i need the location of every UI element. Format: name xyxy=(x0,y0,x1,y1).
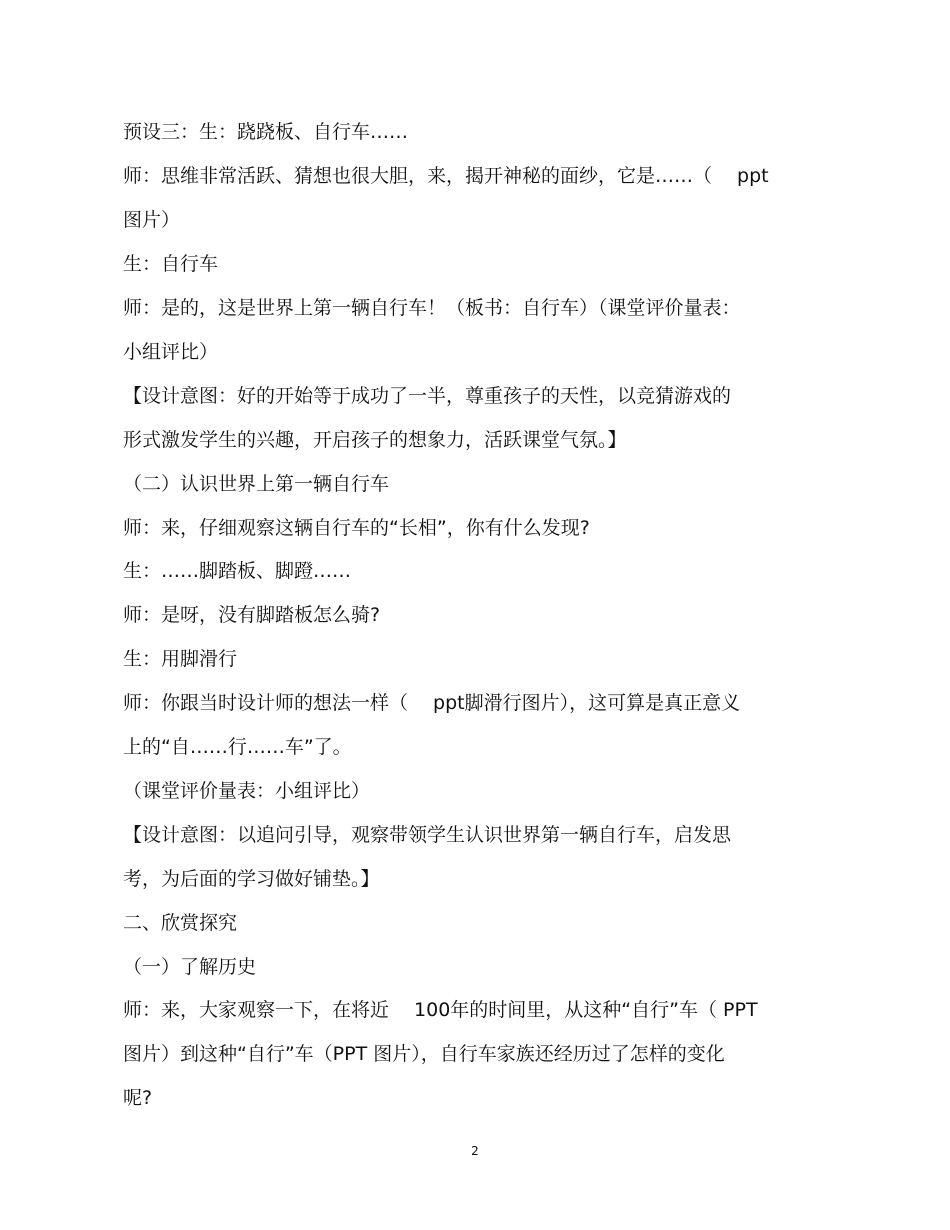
text-line: （二）认识世界上第一辆自行车 xyxy=(123,473,390,495)
text-line: 上的“自……行……车”了。 xyxy=(123,736,352,758)
text-line: 呢? xyxy=(123,1087,153,1109)
text-line: （课堂评价量表：小组评比） xyxy=(123,780,371,802)
text-line: 师：是的，这是世界上第一辆自行车！（板书：自行车）（课堂评价量表： xyxy=(123,297,741,319)
text-line: 师：思维非常活跃、猜想也很大胆，来，揭开神秘的面纱，它是……（ ppt xyxy=(123,165,769,187)
text-line: 预设三：生：跷跷板、自行车…… xyxy=(123,121,409,143)
text-line: 【设计意图：以追问引导，观察带领学生认识世界第一辆自行车，启发思 xyxy=(123,824,732,846)
text-line: 二、欣赏探究 xyxy=(123,912,238,934)
text-line: 考，为后面的学习做好铺垫。】 xyxy=(123,868,380,890)
page-number: 2 xyxy=(471,1144,479,1158)
text-line: 生：……脚踏板、脚蹬…… xyxy=(123,560,352,582)
text-line: 图片）到这种“自行”车（PPT 图片），自行车家族还经历过了怎样的变化 xyxy=(123,1043,725,1065)
text-line: 【设计意图：好的开始等于成功了一半，尊重孩子的天性，以竞猜游戏的 xyxy=(123,385,732,407)
text-line: 小组评比） xyxy=(123,341,219,363)
text-line: （一）了解历史 xyxy=(123,956,257,978)
text-line: 生：自行车 xyxy=(123,253,219,275)
text-line: 师：是呀，没有脚踏板怎么骑? xyxy=(123,604,381,626)
text-line: 师：来，仔细观察这辆自行车的“长相”，你有什么发现? xyxy=(123,517,590,539)
text-line: 图片） xyxy=(123,209,181,231)
text-line: 师：来，大家观察一下，在将近 100年的时间里，从这种“自行”车（ PPT xyxy=(123,999,758,1021)
text-line: 形式激发学生的兴趣，开启孩子的想象力，活跃课堂气氛。】 xyxy=(123,429,627,451)
text-line: 生：用脚滑行 xyxy=(123,648,238,670)
text-line: 师：你跟当时设计师的想法一样（ ppt脚滑行图片），这可算是真正意义 xyxy=(123,692,741,714)
